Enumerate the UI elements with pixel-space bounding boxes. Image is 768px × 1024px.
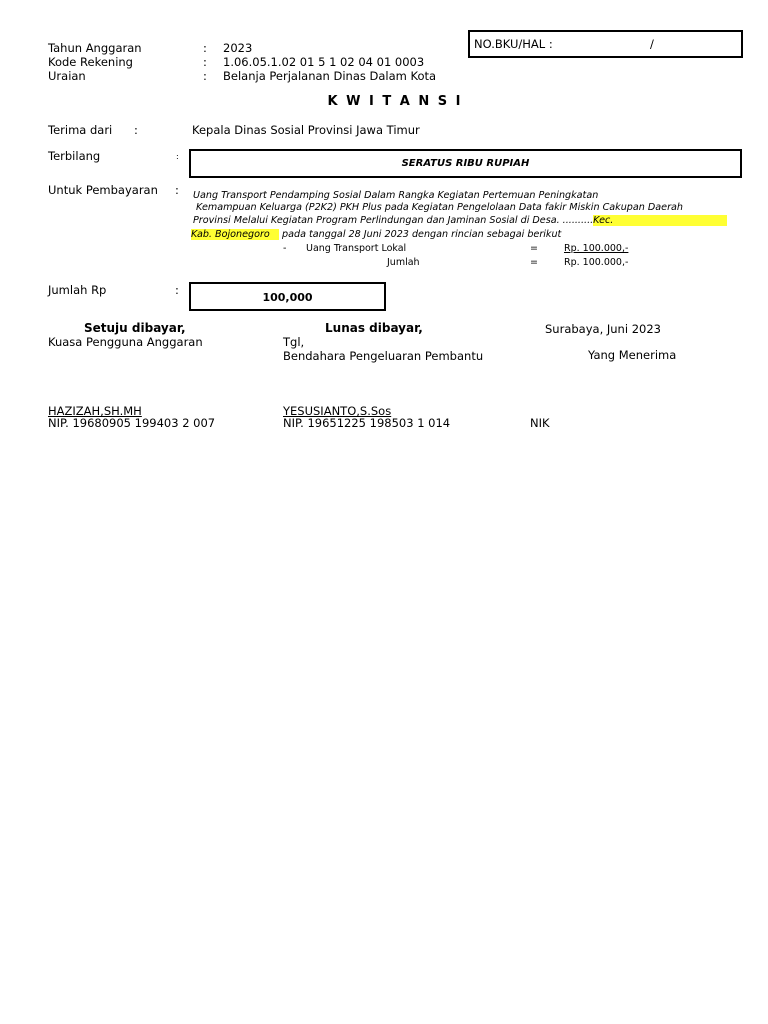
lunas-dibayar: Lunas dibayar, bbox=[325, 321, 423, 335]
signer-1-nip: NIP. 19680905 199403 2 007 bbox=[48, 416, 216, 430]
rincian-1-dash: - bbox=[283, 243, 287, 254]
signer-2-nip: NIP. 19651225 198503 1 014 bbox=[283, 416, 451, 430]
uraian-value: Belanja Perjalanan Dinas Dalam Kota bbox=[223, 69, 437, 83]
uraian-colon: : bbox=[203, 69, 207, 83]
rincian-2-eq: = bbox=[530, 257, 538, 268]
terima-dari-colon: : bbox=[134, 123, 138, 137]
jumlah-box bbox=[189, 282, 386, 311]
kota-tanggal: Surabaya, Juni 2023 bbox=[545, 322, 661, 336]
setuju-dibayar: Setuju dibayar, bbox=[84, 321, 186, 335]
uraian-label: Uraian bbox=[48, 69, 86, 83]
rincian-2-label: Jumlah bbox=[387, 257, 420, 268]
untuk-pembayaran-colon: : bbox=[175, 183, 179, 197]
bku-slash: / bbox=[650, 37, 654, 51]
kode-rekening-value: 1.06.05.1.02 01 5 1 02 04 01 0003 bbox=[223, 55, 425, 69]
pembayaran-line-3 bbox=[193, 215, 727, 226]
terbilang-value: SERATUS RIBU RUPIAH bbox=[401, 158, 530, 169]
kode-rekening-colon: : bbox=[203, 55, 207, 69]
kode-rekening-label: Kode Rekening bbox=[48, 55, 133, 69]
pembayaran-line-3a: Provinsi Melalui Kegiatan Program Perlindungan dan Jaminan Sosial di Desa. .......... bbox=[193, 215, 594, 226]
bku-label: NO.BKU/HAL : bbox=[474, 37, 553, 51]
bku-box bbox=[468, 30, 743, 58]
untuk-pembayaran-label: Untuk Pembayaran bbox=[48, 183, 158, 197]
tahun-anggaran-value: 2023 bbox=[223, 41, 253, 55]
signer-1-name: HAZIZAH,SH.MH bbox=[48, 404, 142, 418]
pembayaran-line-4 bbox=[191, 229, 561, 240]
rincian-1-value: Rp. 100.000,- bbox=[564, 243, 629, 254]
rincian-1-eq: = bbox=[530, 243, 538, 254]
terbilang-box bbox=[189, 149, 742, 178]
tahun-anggaran-label: Tahun Anggaran bbox=[48, 41, 142, 55]
rincian-1-label: Uang Transport Lokal bbox=[306, 243, 407, 254]
terbilang-label: Terbilang bbox=[48, 149, 101, 163]
jumlah-colon: : bbox=[175, 283, 179, 297]
yang-menerima: Yang Menerima bbox=[588, 348, 677, 362]
pembayaran-line-4a: Kab. Bojonegoro bbox=[191, 229, 279, 240]
jumlah-value: 100,000 bbox=[262, 291, 313, 304]
pembayaran-line-1: Uang Transport Pendamping Sosial Dalam Rangka Kegiatan Pertemuan Peningkatan bbox=[193, 190, 599, 201]
pembayaran-line-2: Kemampuan Keluarga (P2K2) PKH Plus pada Kegiatan Pengelolaan Data fakir Miskin Cakupan Daerah bbox=[196, 202, 683, 213]
tanggal-label: Tgl, bbox=[283, 335, 305, 349]
terima-dari-label: Terima dari bbox=[48, 123, 113, 137]
bendahara-label: Bendahara Pengeluaran Pembantu bbox=[283, 349, 484, 363]
tahun-anggaran-colon: : bbox=[203, 41, 207, 55]
rincian-2-value: Rp. 100.000,- bbox=[564, 257, 629, 268]
kuasa-pengguna-anggaran: Kuasa Pengguna Anggaran bbox=[48, 335, 203, 349]
signer-2-name: YESUSIANTO,S.Sos bbox=[283, 404, 392, 418]
document-title: K W I T A N S I bbox=[327, 94, 463, 109]
pembayaran-line-3b: Kec. bbox=[593, 215, 727, 226]
terima-dari-value: Kepala Dinas Sosial Provinsi Jawa Timur bbox=[192, 123, 420, 137]
jumlah-label: Jumlah Rp bbox=[48, 283, 107, 297]
nik-label: NIK bbox=[530, 416, 550, 430]
terbilang-colon: : bbox=[176, 152, 179, 161]
pembayaran-line-4b: pada tanggal 28 Juni 2023 dengan rincian sebagai berikut bbox=[279, 229, 562, 240]
